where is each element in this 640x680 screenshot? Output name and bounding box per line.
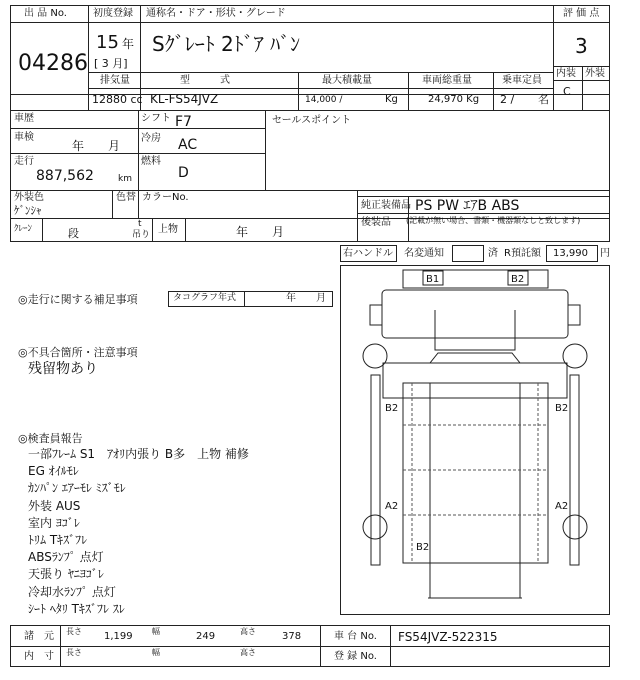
reg-year: 15 bbox=[96, 32, 119, 53]
diagram-frame bbox=[341, 266, 610, 615]
exterior-label: 外装 bbox=[585, 68, 605, 79]
defects-label: ◎不具合箇所・注意事項 bbox=[18, 346, 138, 359]
damage-mark: A2 bbox=[385, 501, 399, 512]
cargo-box bbox=[403, 383, 548, 563]
recycle-fee-label: R預託額 bbox=[504, 248, 541, 259]
shift-label: シフト bbox=[141, 113, 171, 124]
crane-hang: 吊り bbox=[132, 230, 151, 240]
genuine-equip: PS PW ｴｱB ABS bbox=[415, 198, 520, 214]
shift: F7 bbox=[175, 114, 192, 130]
recycle-fee: 13,990 bbox=[553, 248, 588, 259]
width-label: 幅 bbox=[152, 627, 160, 636]
aftermarket-label: 後装品 bbox=[361, 217, 391, 228]
inspector-line: 一部ﾌﾚｰﾑ S1 ｱｵﾘ内張り B多 上物 補修 bbox=[28, 447, 249, 461]
first-reg-label: 初度登録 bbox=[93, 8, 133, 19]
damage-mark: B2 bbox=[385, 403, 399, 414]
inspection-label: 車検 bbox=[14, 132, 34, 143]
inner-height-label: 高さ bbox=[240, 648, 256, 657]
length-label: 長さ bbox=[66, 627, 82, 636]
damage-mark: B2 bbox=[416, 542, 430, 553]
max-load-unit: Kg bbox=[385, 94, 398, 105]
name-change-box bbox=[452, 245, 484, 262]
sales-point-label: セールスポイント bbox=[272, 115, 352, 126]
model-label: 型 式 bbox=[180, 75, 230, 86]
lot-no: 04286 bbox=[18, 51, 88, 76]
inner-width-label: 幅 bbox=[152, 648, 160, 657]
gross-weight: 24,970 Kg bbox=[428, 94, 480, 105]
name-change: 名変通知 bbox=[404, 248, 444, 259]
model: KL-FS54JVZ bbox=[150, 92, 219, 106]
inner-length-label: 長さ bbox=[66, 648, 82, 657]
recycle: 済 bbox=[488, 248, 498, 259]
displacement-label: 排気量 bbox=[100, 75, 130, 86]
wheel-rear-left bbox=[363, 515, 387, 539]
chassis-no: FS54JVZ-522315 bbox=[398, 630, 498, 644]
inspector-line: ﾄﾘﾑ Tｷｽﾞﾌﾚ bbox=[28, 533, 88, 547]
crane-mount-label: 上物 bbox=[158, 224, 178, 235]
color-code-label: カラーNo. bbox=[142, 192, 189, 203]
height: 378 bbox=[282, 631, 302, 642]
inspector-line: ABSﾗﾝﾌﾟ 点灯 bbox=[28, 550, 104, 565]
lot-no-label: 出 品 No. bbox=[24, 8, 67, 19]
mirrors bbox=[370, 305, 580, 325]
inspector-line: ｼｰﾄ ﾍﾀﾘ Tｷｽﾞﾌﾚ ｽﾚ bbox=[28, 601, 125, 616]
inspection-value: 年 月 bbox=[72, 139, 121, 153]
height-label: 高さ bbox=[240, 627, 256, 636]
inspector-line: ｶﾝﾊﾟﾝ ｴｱｰﾓﾚ ﾐｽﾞﾓﾚ bbox=[28, 481, 126, 496]
inspector-line: 天張り ﾔﾆﾖｺﾞﾚ bbox=[28, 567, 104, 582]
history-label: 車歴 bbox=[14, 113, 34, 124]
car-name: Sｸﾞﾚｰﾄ 2ﾄﾞｱ ﾊﾞﾝ bbox=[152, 32, 301, 56]
cab-body bbox=[383, 363, 567, 398]
defects-text: 残留物あり bbox=[28, 361, 98, 377]
cab-front bbox=[430, 353, 520, 363]
reg-year-unit: 年 bbox=[122, 37, 135, 51]
max-load: 14,000 / bbox=[305, 95, 343, 105]
length: 1,199 bbox=[104, 631, 133, 642]
name-label: 通称名・ドア・形状・グレード bbox=[146, 8, 286, 19]
capacity-unit: 名 bbox=[538, 93, 549, 106]
tachograph-label: タコグラフ年式 bbox=[173, 293, 237, 303]
side-right bbox=[570, 375, 579, 565]
interior-score: C bbox=[563, 85, 571, 98]
mileage-label: 走行 bbox=[14, 156, 34, 167]
color-label: 外装色 bbox=[14, 192, 44, 203]
side-left bbox=[371, 375, 380, 565]
damage-diagram bbox=[340, 265, 610, 615]
genuine-equip-label: 純正装備品 bbox=[361, 200, 411, 211]
mileage: 887,562 bbox=[36, 168, 94, 184]
interior-label: 内装 bbox=[556, 68, 576, 79]
damage-mark: B2 bbox=[555, 403, 569, 414]
damage-mark: A2 bbox=[555, 501, 569, 512]
chassis-label: 車 台 No. bbox=[334, 631, 377, 642]
crane-date: 年 月 bbox=[236, 225, 285, 239]
damage-mark: B2 bbox=[511, 274, 525, 285]
crane-stage: 段 bbox=[68, 227, 79, 240]
width: 249 bbox=[196, 631, 216, 642]
windshield bbox=[435, 310, 515, 350]
damage-mark: B1 bbox=[426, 274, 440, 285]
capacity-label: 乗車定員 bbox=[502, 75, 542, 86]
displacement: 12880 cc bbox=[92, 93, 143, 106]
cab-outline bbox=[382, 290, 568, 338]
capacity: 2 / bbox=[500, 93, 515, 106]
inspector-line: 室内 ﾖｺﾞﾚ bbox=[28, 515, 80, 530]
inspector-line: EG ｵｲﾙﾓﾚ bbox=[28, 464, 79, 479]
score: 3 bbox=[575, 34, 588, 58]
score-label: 評 価 点 bbox=[563, 8, 600, 19]
yen: 円 bbox=[600, 248, 610, 259]
spec-label: 諸 元 bbox=[24, 631, 54, 642]
gross-weight-label: 車両総重量 bbox=[422, 75, 472, 86]
inner-label: 内 寸 bbox=[24, 651, 54, 662]
tailgate bbox=[430, 563, 520, 598]
fuel-label: 燃料 bbox=[141, 156, 161, 167]
wheel-rear-right bbox=[563, 515, 587, 539]
aircon: AC bbox=[178, 137, 198, 153]
color-no-label: 色替 bbox=[116, 192, 136, 203]
fuel: D bbox=[178, 165, 189, 181]
inspector-label: ◎検査員報告 bbox=[18, 432, 83, 445]
crane-tons: t bbox=[138, 219, 142, 229]
right-hand: 右ハンドル bbox=[343, 248, 393, 259]
max-load-label: 最大積載量 bbox=[322, 75, 372, 86]
mileage-unit: km bbox=[118, 174, 132, 184]
aftermarket-note: (記載が無い場合、書類・機器類なしと致します) bbox=[406, 216, 581, 225]
inspector-line: 冷却水ﾗﾝﾌﾟ 点灯 bbox=[28, 584, 116, 599]
aircon-label: 冷房 bbox=[141, 133, 161, 144]
color: ｹﾞﾝｼｬ bbox=[14, 204, 42, 217]
reg-month: [ 3 月] bbox=[94, 57, 128, 70]
inspector-line: 外装 AUS bbox=[28, 498, 81, 513]
crane-label: ｸﾚｰﾝ bbox=[14, 224, 33, 234]
driving-label: ◎走行に関する補足事項 bbox=[18, 293, 138, 306]
tachograph-date: 年 月 bbox=[286, 293, 326, 304]
reg-label: 登 録 No. bbox=[334, 651, 377, 662]
